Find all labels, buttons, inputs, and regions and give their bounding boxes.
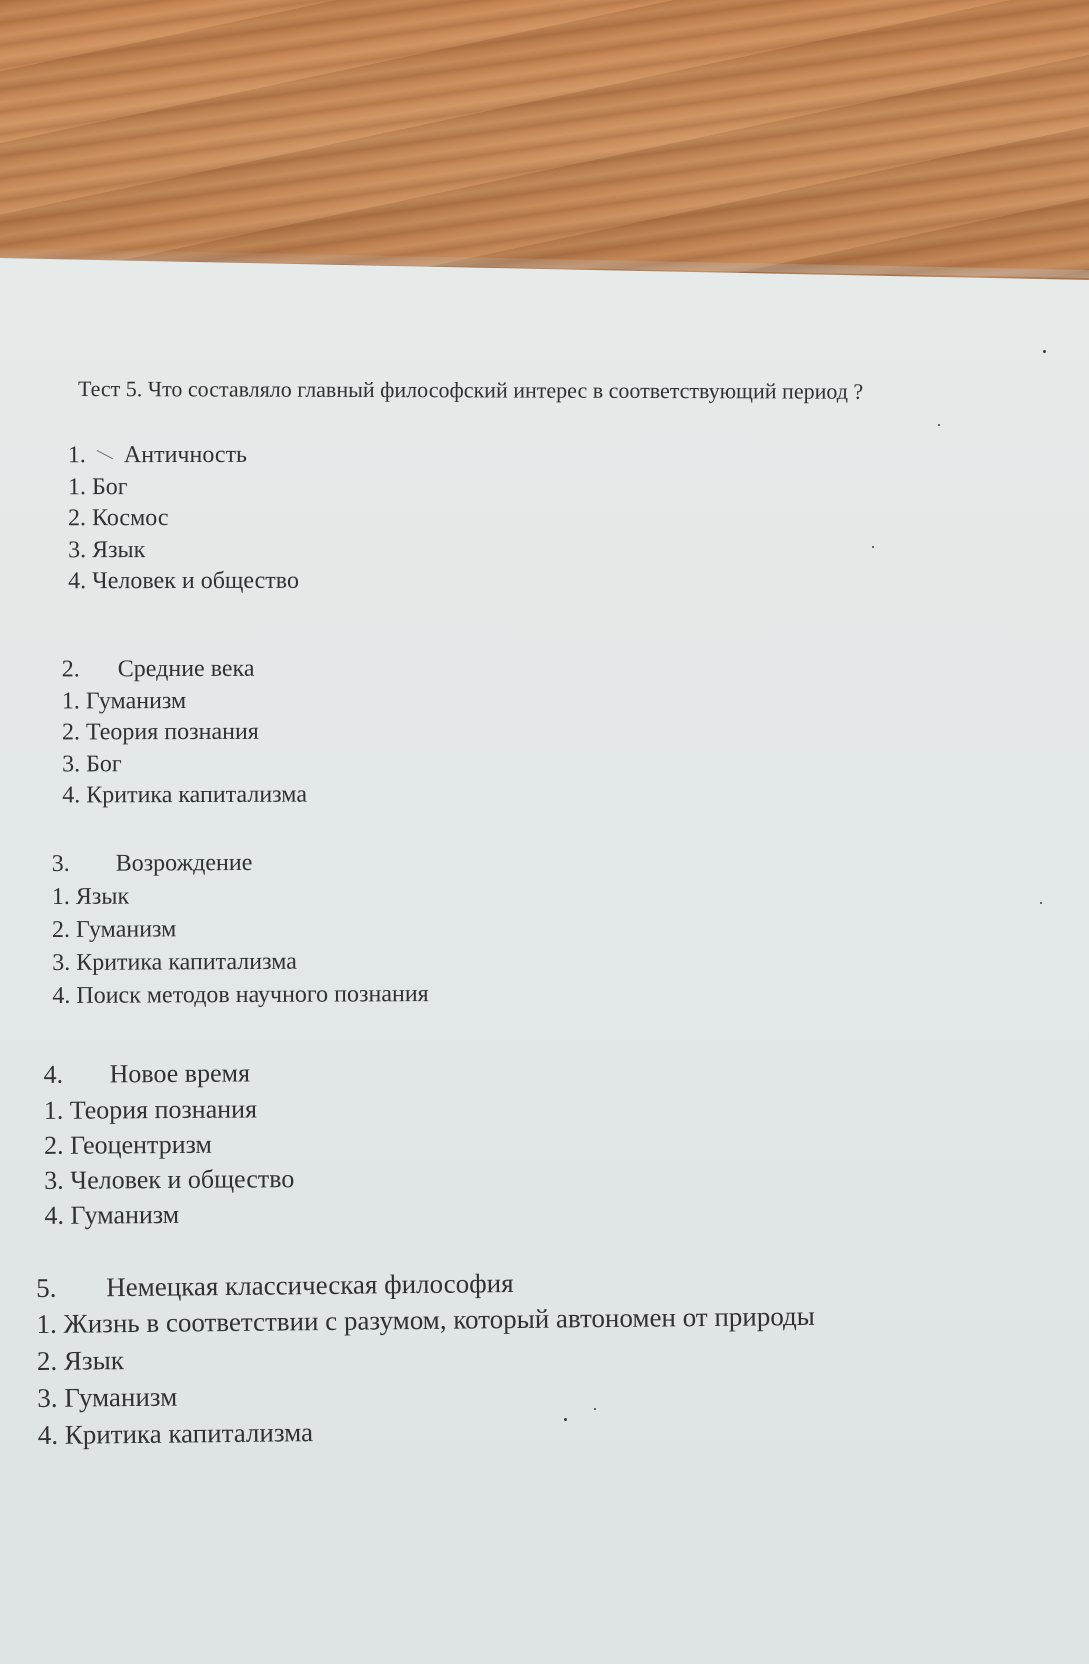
answer-option: 2. Гуманизм	[51, 915, 177, 943]
answer-option: 4. Критика капитализма	[37, 1417, 314, 1450]
question-section-5	[36, 1262, 816, 1454]
question-section-3	[52, 847, 429, 1012]
question-heading	[68, 440, 299, 472]
answer-option: 1. Жизнь в соответствии с разумом, который автономен от природы	[36, 1300, 816, 1339]
answer-option: 3. Гуманизм	[37, 1381, 178, 1413]
question-period: Немецкая классическая философия	[106, 1268, 514, 1303]
question-section-4	[43, 1055, 294, 1233]
answer-option: 2. Геоцентризм	[43, 1129, 213, 1160]
answer-option: 1. Бог	[67, 473, 128, 500]
pen-mark-icon	[92, 451, 118, 463]
ink-speck	[872, 546, 874, 548]
ink-speck	[564, 1418, 567, 1421]
test-title: Тест 5. Что составляло главный философский интерес в соответствующий период ?	[77, 376, 864, 404]
answer-option: 3. Бог	[62, 750, 122, 777]
answer-option: 4. Человек и общество	[68, 567, 299, 595]
answer-option: 3. Критика капитализма	[52, 948, 297, 976]
ink-speck	[938, 424, 940, 426]
answer-option: 1. Теория познания	[43, 1094, 258, 1125]
ink-speck	[1043, 350, 1046, 353]
question-number: 3.	[51, 850, 70, 877]
answer-option: 4. Критика капитализма	[62, 781, 307, 809]
question-heading	[52, 847, 429, 880]
question-section-2	[62, 654, 307, 812]
answer-option: 3. Язык	[68, 536, 146, 563]
question-section-1	[68, 440, 299, 598]
answer-option: 2. Язык	[36, 1345, 125, 1376]
question-period: Возрождение	[115, 849, 253, 877]
ink-speck	[1040, 902, 1042, 904]
question-heading	[62, 654, 307, 686]
question-number: 2.	[61, 656, 80, 683]
answer-option: 4. Гуманизм	[44, 1199, 180, 1230]
question-number: 1.	[67, 442, 86, 469]
question-number: 4.	[43, 1059, 64, 1089]
answer-option: 3. Человек и общество	[44, 1164, 295, 1195]
question-period: Новое время	[109, 1058, 251, 1089]
answer-option: 4. Поиск методов научного познания	[52, 980, 429, 1009]
question-period: Античность	[123, 441, 248, 469]
answer-option: 1. Язык	[51, 883, 130, 910]
answer-option: 1. Гуманизм	[61, 687, 187, 714]
question-heading	[43, 1055, 293, 1093]
answer-option: 2. Теория познания	[61, 718, 259, 746]
ink-speck	[594, 1408, 596, 1410]
question-number: 5.	[36, 1272, 57, 1303]
question-period: Средние века	[117, 655, 255, 683]
answer-option: 2. Космос	[67, 505, 169, 532]
